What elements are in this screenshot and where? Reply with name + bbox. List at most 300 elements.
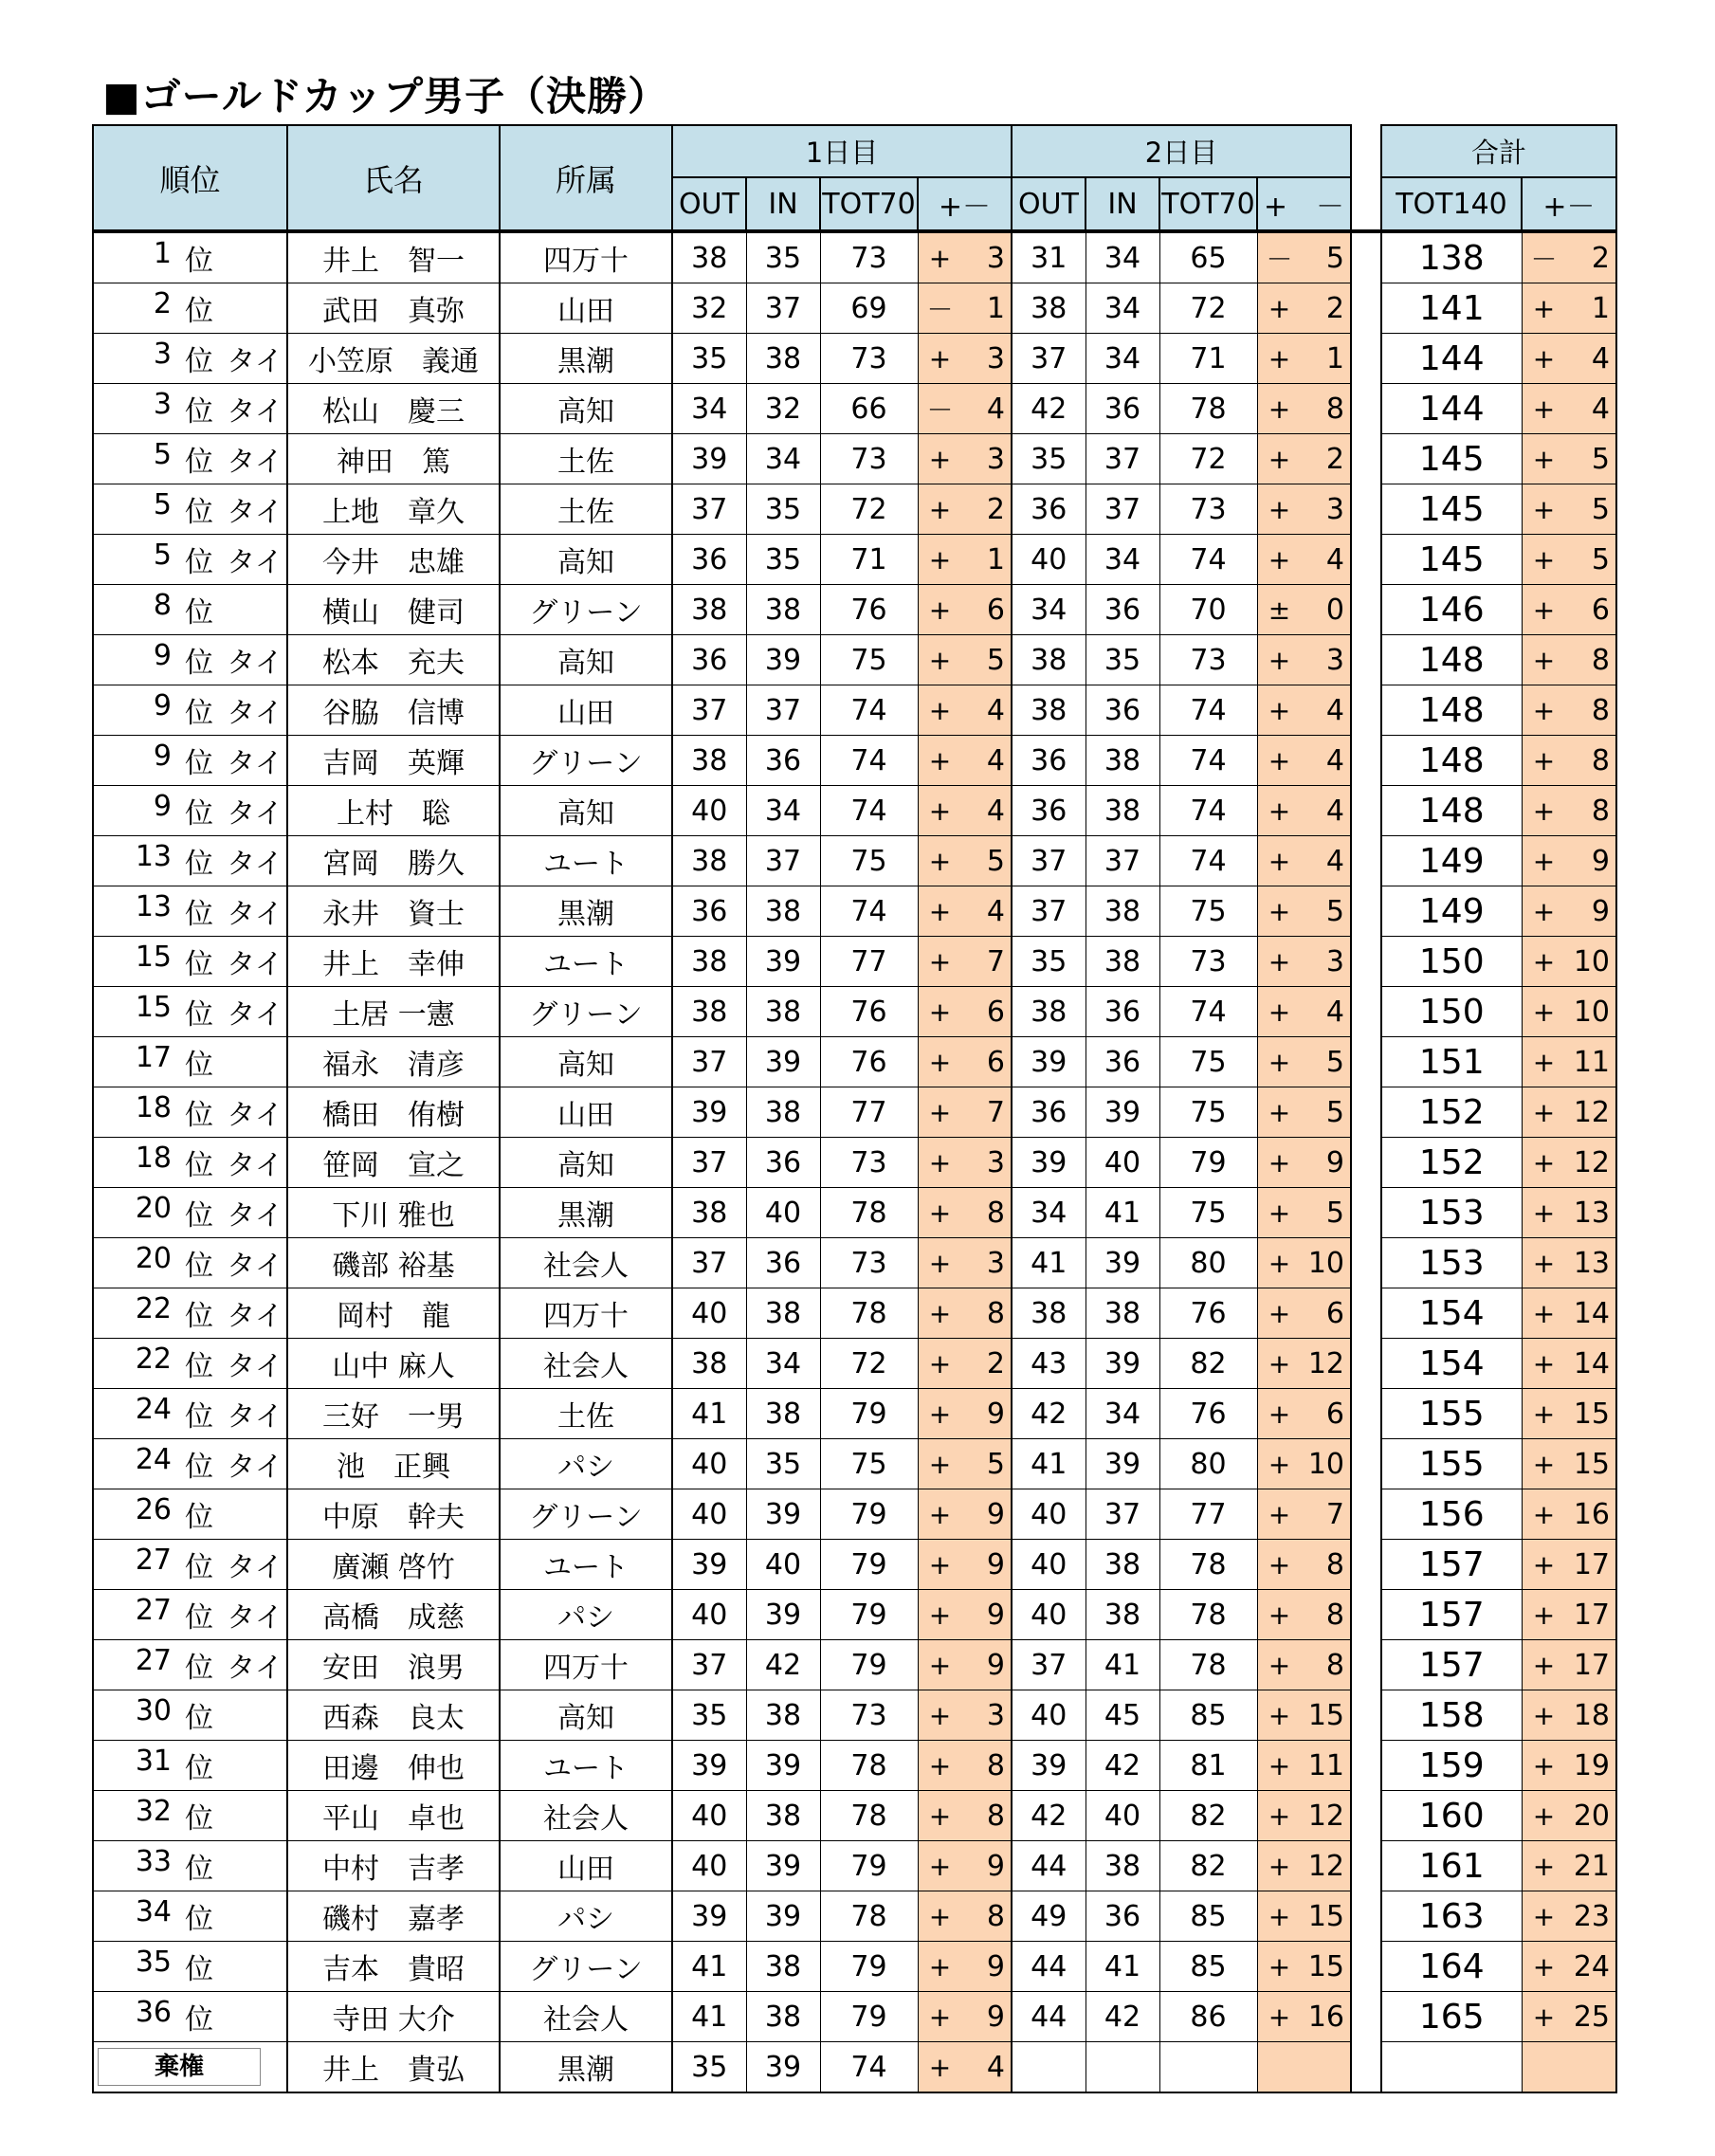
day1-plusminus-value: 4 [986, 894, 1005, 928]
day1-tot70: 76 [820, 1037, 918, 1087]
total-plusminus-sign: + [1532, 996, 1556, 1028]
day2-out: 40 [1012, 1489, 1086, 1540]
rank-number: 24 [135, 1443, 172, 1476]
total-plusminus-cell [1522, 434, 1616, 484]
day1-plusminus-value: 3 [986, 1246, 1005, 1280]
day1-tot70: 76 [820, 585, 918, 635]
day2-out: 37 [1012, 334, 1086, 384]
day2-out: 36 [1012, 786, 1086, 836]
day2-plusminus-value: 10 [1307, 1447, 1344, 1481]
total-plusminus-sign: + [1532, 1950, 1556, 1982]
table-row [93, 1238, 1616, 1288]
day1-plusminus-cell [918, 1087, 1012, 1138]
table-row [93, 937, 1616, 987]
header-affiliation: 所属 [500, 125, 672, 231]
day1-plusminus-value: 9 [986, 1949, 1005, 1983]
rank-tie [227, 287, 283, 329]
table-row [93, 836, 1616, 886]
rank-suffix: 位 [185, 1702, 213, 1735]
rank-tie: タイ [227, 1400, 283, 1434]
affiliation: 山田 [500, 283, 672, 334]
day2-out: 41 [1012, 1238, 1086, 1288]
player-name: 三好 一男 [287, 1389, 500, 1439]
rank-suffix: 位 [185, 797, 213, 831]
rank-number: 3 [153, 388, 172, 421]
affiliation: 社会人 [500, 1339, 672, 1389]
rank-number: 8 [153, 589, 172, 622]
day2-tot70: 78 [1159, 1540, 1257, 1590]
table-row [93, 1791, 1616, 1841]
day2-in: 34 [1086, 334, 1159, 384]
day1-plusminus-value: 3 [986, 1698, 1005, 1732]
day1-out: 38 [672, 1339, 746, 1389]
day2-plusminus-cell [1257, 1540, 1351, 1590]
day1-in: 34 [746, 1339, 820, 1389]
table-row [93, 1841, 1616, 1891]
day1-tot70: 75 [820, 836, 918, 886]
affiliation: グリーン [500, 736, 672, 786]
day2-tot70: 71 [1159, 334, 1257, 384]
day2-tot70: 72 [1159, 283, 1257, 334]
day1-tot70: 73 [820, 434, 918, 484]
day2-out: 38 [1012, 987, 1086, 1037]
table-row [93, 685, 1616, 736]
day2-plusminus-value: 15 [1307, 1698, 1344, 1732]
day2-plusminus-value: 16 [1307, 2000, 1344, 2034]
day2-in: 38 [1086, 786, 1159, 836]
affiliation: 四万十 [500, 1288, 672, 1339]
day2-plusminus-value: 5 [1325, 1095, 1344, 1129]
affiliation: 四万十 [500, 1640, 672, 1690]
rank-suffix: 位 [185, 848, 213, 881]
total-plusminus-sign: + [1532, 1347, 1556, 1379]
day2-in: 38 [1086, 736, 1159, 786]
day1-out: 38 [672, 736, 746, 786]
rank-tie: タイ [227, 898, 283, 931]
total-tot140: 148 [1381, 635, 1522, 685]
day2-plusminus-value: 2 [1325, 291, 1344, 325]
rank-suffix: 位 [185, 697, 213, 730]
total-tot140: 148 [1381, 736, 1522, 786]
day2-tot70: 82 [1159, 1791, 1257, 1841]
day2-out: 40 [1012, 1590, 1086, 1640]
rank-cell [93, 1942, 287, 1992]
header-day1: 1日目 [672, 125, 1012, 177]
day2-in: 38 [1086, 937, 1159, 987]
total-plusminus-sign: + [1532, 694, 1556, 726]
rank-suffix: 位 [185, 1501, 213, 1534]
day2-plusminus-value: 4 [1325, 995, 1344, 1029]
total-plusminus-sign: + [1532, 443, 1556, 475]
total-plusminus-value: 4 [1591, 392, 1610, 426]
day2-plusminus-cell [1257, 685, 1351, 736]
day1-in: 38 [746, 1288, 820, 1339]
day1-plusminus-cell [918, 2042, 1012, 2093]
rank-tie: タイ [227, 546, 283, 579]
total-plusminus-value: 4 [1591, 341, 1610, 375]
day2-plusminus-value: 6 [1325, 1296, 1344, 1330]
rank-tie: タイ [227, 496, 283, 529]
day1-plusminus-value: 3 [986, 442, 1005, 476]
total-plusminus-value: 5 [1591, 442, 1610, 476]
table-row [93, 1087, 1616, 1138]
rank-tie: タイ [227, 1601, 283, 1635]
day1-plusminus-value: 6 [986, 995, 1005, 1029]
day1-plusminus-cell [918, 1339, 1012, 1389]
day1-plusminus-cell [918, 334, 1012, 384]
day1-in: 39 [746, 635, 820, 685]
day1-plusminus-sign: － [926, 294, 954, 325]
affiliation: 山田 [500, 685, 672, 736]
affiliation: グリーン [500, 1942, 672, 1992]
day2-plusminus-value: 4 [1325, 794, 1344, 828]
day2-plusminus-cell [1257, 1188, 1351, 1238]
results-table [92, 124, 1617, 2093]
table-row [93, 1188, 1616, 1238]
day1-tot70: 74 [820, 886, 918, 937]
day1-plusminus-sign: + [928, 1498, 952, 1530]
total-plusminus-sign: + [1532, 1749, 1556, 1781]
day1-out: 39 [672, 1540, 746, 1590]
day2-plusminus-value: 4 [1325, 542, 1344, 576]
rank-cell [93, 484, 287, 535]
day2-out: 38 [1012, 1288, 1086, 1339]
rank-tie: タイ [227, 1099, 283, 1132]
total-plusminus-cell [1522, 585, 1616, 635]
column-gap [1351, 1339, 1381, 1389]
rank-tie [227, 1996, 283, 2037]
day2-in: 40 [1086, 1791, 1159, 1841]
day2-out: 36 [1012, 484, 1086, 535]
day1-out: 40 [672, 1791, 746, 1841]
day2-out: 43 [1012, 1339, 1086, 1389]
day2-out: 31 [1012, 231, 1086, 283]
player-name: 吉岡 英輝 [287, 736, 500, 786]
total-plusminus-sign: + [1532, 744, 1556, 777]
day1-plusminus-cell [918, 484, 1012, 535]
table-row [93, 886, 1616, 937]
day2-plusminus-value: 6 [1325, 1397, 1344, 1431]
day2-plusminus-value: 12 [1307, 1799, 1344, 1833]
day1-plusminus-value: 7 [986, 1095, 1005, 1129]
rank-tie: タイ [227, 1551, 283, 1584]
total-plusminus-sign: + [1532, 1046, 1556, 1078]
day1-in: 35 [746, 231, 820, 283]
day1-tot70: 75 [820, 1439, 918, 1489]
day1-in: 37 [746, 685, 820, 736]
rank-tie: タイ [227, 647, 283, 680]
total-tot140: 146 [1381, 585, 1522, 635]
table-row [93, 1690, 1616, 1741]
rank-tie: タイ [227, 948, 283, 981]
affiliation: パシ [500, 1590, 672, 1640]
column-gap [1351, 1037, 1381, 1087]
total-tot140: 138 [1381, 231, 1522, 283]
column-gap [1351, 1992, 1381, 2042]
table-row [93, 1741, 1616, 1791]
day2-tot70: 70 [1159, 585, 1257, 635]
day2-tot70: 73 [1159, 937, 1257, 987]
day1-plusminus-value: 5 [986, 844, 1005, 878]
rank-number: 24 [135, 1393, 172, 1426]
day1-out: 39 [672, 1087, 746, 1138]
total-tot140: 145 [1381, 484, 1522, 535]
rank-tie [227, 1795, 283, 1836]
day1-plusminus-cell [918, 1238, 1012, 1288]
rank-cell [93, 786, 287, 836]
rank-cell [93, 1540, 287, 1590]
column-gap [1351, 1439, 1381, 1489]
day2-out: 44 [1012, 1992, 1086, 2042]
day1-plusminus-cell [918, 937, 1012, 987]
day2-tot70: 74 [1159, 786, 1257, 836]
day2-in: 42 [1086, 1992, 1159, 2042]
day2-out: 35 [1012, 937, 1086, 987]
rank-cell [93, 1791, 287, 1841]
day2-in: 36 [1086, 384, 1159, 434]
rank-number: 22 [135, 1292, 172, 1325]
rank-tie: タイ [227, 1300, 283, 1333]
day2-plusminus-cell [1257, 635, 1351, 685]
column-gap [1351, 1791, 1381, 1841]
column-gap [1351, 1942, 1381, 1992]
forfeit-label: 棄権 [98, 2048, 261, 2086]
rank-number: 13 [135, 840, 172, 873]
player-name: 永井 資士 [287, 886, 500, 937]
player-name: 磯部 裕基 [287, 1238, 500, 1288]
day2-plusminus-value: 5 [1325, 1196, 1344, 1230]
day1-plusminus-value: 9 [986, 1849, 1005, 1883]
day2-out: 35 [1012, 434, 1086, 484]
total-plusminus-cell [1522, 1489, 1616, 1540]
table-row [93, 1942, 1616, 1992]
day1-plusminus-sign: + [928, 493, 952, 525]
rank-number: 36 [135, 1996, 172, 2029]
day2-plusminus-value: 5 [1325, 241, 1344, 275]
rank-tie [227, 1745, 283, 1786]
affiliation: 山田 [500, 1087, 672, 1138]
player-name: 上村 聡 [287, 786, 500, 836]
day2-plusminus-cell [1257, 937, 1351, 987]
day2-tot70: 85 [1159, 1690, 1257, 1741]
rank-cell [93, 1690, 287, 1741]
day2-plusminus-cell [1257, 1238, 1351, 1288]
day1-plusminus-value: 3 [986, 241, 1005, 275]
rank-cell [93, 585, 287, 635]
day1-in: 38 [746, 1087, 820, 1138]
table-row [93, 585, 1616, 635]
day2-in: 38 [1086, 1590, 1159, 1640]
total-plusminus-sign: + [1532, 342, 1556, 375]
total-plusminus-cell [1522, 1690, 1616, 1741]
day1-plusminus-value: 6 [986, 1045, 1005, 1079]
total-tot140: 152 [1381, 1087, 1522, 1138]
table-row [93, 1992, 1616, 2042]
day2-plusminus-sign: + [1268, 1398, 1291, 1430]
player-name: 吉本 貴昭 [287, 1942, 500, 1992]
day2-plusminus-sign: － [1266, 244, 1293, 275]
day1-tot70: 72 [820, 484, 918, 535]
day1-plusminus-value: 2 [986, 1346, 1005, 1380]
day1-tot70: 77 [820, 937, 918, 987]
day1-in: 39 [746, 2042, 820, 2093]
total-plusminus-value: 16 [1573, 1497, 1610, 1531]
affiliation: 黒潮 [500, 334, 672, 384]
rank-cell [93, 1188, 287, 1238]
day1-plusminus-cell [918, 1841, 1012, 1891]
day2-in: 41 [1086, 1188, 1159, 1238]
rank-cell [93, 736, 287, 786]
day2-plusminus-sign: + [1268, 1046, 1291, 1078]
day2-plusminus-cell [1257, 1741, 1351, 1791]
rank-cell [93, 1992, 287, 2042]
total-tot140: 150 [1381, 987, 1522, 1037]
day2-in: 36 [1086, 1037, 1159, 1087]
total-plusminus-cell [1522, 1188, 1616, 1238]
total-tot140: 144 [1381, 334, 1522, 384]
day2-plusminus-cell [1257, 836, 1351, 886]
rank-suffix: 位 [185, 1300, 213, 1333]
day1-tot70: 79 [820, 1389, 918, 1439]
total-plusminus-value: 5 [1591, 542, 1610, 576]
rank-suffix: 位 [185, 1752, 213, 1785]
day1-plusminus-value: 3 [986, 341, 1005, 375]
day2-plusminus-cell [1257, 585, 1351, 635]
day1-tot70: 76 [820, 987, 918, 1037]
total-plusminus-sign: － [1530, 244, 1558, 275]
total-plusminus-sign: + [1532, 895, 1556, 927]
day1-plusminus-cell [918, 836, 1012, 886]
rank-tie: タイ [227, 747, 283, 780]
day1-plusminus-sign: + [928, 1649, 952, 1681]
rank-number: 35 [135, 1946, 172, 1979]
day1-plusminus-sign: + [928, 543, 952, 576]
header-gap [1351, 125, 1381, 231]
rank-tie: タイ [227, 1149, 283, 1182]
day2-plusminus-cell [1257, 1992, 1351, 2042]
affiliation: 社会人 [500, 1238, 672, 1288]
day2-plusminus-value: 12 [1307, 1346, 1344, 1380]
day2-plusminus-value: 3 [1325, 643, 1344, 677]
total-plusminus-sign: + [1532, 795, 1556, 827]
total-plusminus-sign: + [1532, 1649, 1556, 1681]
day1-in: 32 [746, 384, 820, 434]
rank-tie: タイ [227, 848, 283, 881]
affiliation: ユート [500, 1540, 672, 1590]
day2-plusminus-cell [1257, 1690, 1351, 1741]
day2-plusminus-value: 2 [1325, 442, 1344, 476]
column-gap [1351, 836, 1381, 886]
total-tot140: 155 [1381, 1389, 1522, 1439]
day1-tot70: 79 [820, 1942, 918, 1992]
column-gap [1351, 886, 1381, 937]
day2-plusminus-sign: + [1268, 1197, 1291, 1229]
total-plusminus-value: 21 [1573, 1849, 1610, 1883]
rank-number: 27 [135, 1544, 172, 1577]
table-row [93, 987, 1616, 1037]
total-tot140: 149 [1381, 836, 1522, 886]
player-name: 小笠原 義通 [287, 334, 500, 384]
day1-tot70: 78 [820, 1188, 918, 1238]
day1-plusminus-sign: + [928, 443, 952, 475]
day2-in: 39 [1086, 1339, 1159, 1389]
day2-plusminus-value: 15 [1307, 1899, 1344, 1933]
column-gap [1351, 1590, 1381, 1640]
day1-out: 37 [672, 1640, 746, 1690]
day2-out: 37 [1012, 886, 1086, 937]
rank-cell [93, 334, 287, 384]
day2-in: 36 [1086, 585, 1159, 635]
rank-suffix: 位 [185, 1250, 213, 1283]
day1-plusminus-sign: + [928, 1749, 952, 1781]
rank-suffix: 位 [185, 898, 213, 931]
day2-plusminus-sign: + [1268, 443, 1291, 475]
rank-number: 9 [153, 790, 172, 823]
day1-in: 37 [746, 836, 820, 886]
day1-plusminus-value: 2 [986, 492, 1005, 526]
total-plusminus-sign: + [1532, 1900, 1556, 1932]
day2-plusminus-cell [1257, 384, 1351, 434]
column-gap [1351, 434, 1381, 484]
column-gap [1351, 283, 1381, 334]
total-tot140: 161 [1381, 1841, 1522, 1891]
total-plusminus-value: 13 [1573, 1246, 1610, 1280]
player-name: 磯村 嘉孝 [287, 1891, 500, 1942]
day1-in: 38 [746, 1942, 820, 1992]
day2-plusminus-value: 4 [1325, 693, 1344, 727]
rank-number: 9 [153, 740, 172, 773]
day1-plusminus-value: 7 [986, 944, 1005, 978]
player-name: 池 正興 [287, 1439, 500, 1489]
day1-out: 36 [672, 635, 746, 685]
column-gap [1351, 585, 1381, 635]
day2-plusminus-sign: + [1268, 1096, 1291, 1128]
total-plusminus-sign: + [1532, 1096, 1556, 1128]
player-name: 土居 一憲 [287, 987, 500, 1037]
player-name: 宮岡 勝久 [287, 836, 500, 886]
rank-suffix: 位 [185, 998, 213, 1032]
day1-tot70: 74 [820, 685, 918, 736]
day1-out: 37 [672, 1138, 746, 1188]
total-plusminus-value: 8 [1591, 743, 1610, 777]
player-name: 中村 吉孝 [287, 1841, 500, 1891]
rank-cell [93, 1439, 287, 1489]
day1-plusminus-value: 9 [986, 1547, 1005, 1581]
table-row [93, 1389, 1616, 1439]
total-plusminus-cell [1522, 1640, 1616, 1690]
table-row [93, 434, 1616, 484]
rank-number: 30 [135, 1694, 172, 1727]
rank-cell [93, 1238, 287, 1288]
day1-plusminus-value: 4 [986, 794, 1005, 828]
column-gap [1351, 384, 1381, 434]
rank-cell [93, 1037, 287, 1087]
total-tot140: 145 [1381, 434, 1522, 484]
day1-plusminus-value: 9 [986, 1497, 1005, 1531]
header-day2-in: IN [1086, 177, 1159, 231]
player-name: 田邊 伸也 [287, 1741, 500, 1791]
day1-in: 38 [746, 1992, 820, 2042]
rank-number: 3 [153, 338, 172, 371]
total-plusminus-sign: + [1532, 845, 1556, 877]
day1-tot70: 72 [820, 1339, 918, 1389]
table-row [93, 1037, 1616, 1087]
day2-plusminus-sign: + [1268, 1850, 1291, 1882]
player-name: 井上 智一 [287, 231, 500, 283]
day1-out: 40 [672, 1288, 746, 1339]
day1-plusminus-sign: + [928, 594, 952, 626]
day2-plusminus-cell [1257, 231, 1351, 283]
